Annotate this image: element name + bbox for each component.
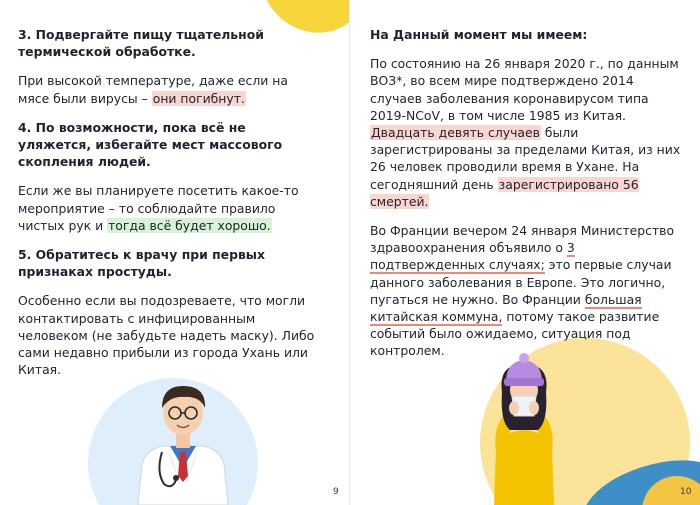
left-text-column <box>18 26 318 390</box>
paragraph-text: были зарегистрированы за пределами Китая, из них 26 человек проводили время в Ухане. На сегодняшний день <box>370 125 681 192</box>
page-number: 9 <box>333 487 339 497</box>
tip-heading-5: 5. Обратитесь к врачу при первых признаках простуды. <box>18 247 265 280</box>
tip-paragraph-4 <box>18 182 318 234</box>
france-paragraph <box>370 222 688 360</box>
paragraph-text: По состоянию на 26 января 2020 г., по данным ВОЗ*, во всем мире подтверждено 2014 случаев заболевания коронавирусом типа 2019-NCoV, в том числе 1985 из Китая. <box>370 56 679 123</box>
tip-paragraph-3 <box>18 72 318 106</box>
underlined-text: большая китайская коммуна, <box>370 291 642 325</box>
tip-paragraph-5: Особенно если вы подозреваете, что могли контактировать с инфицированным человеком (не забудьте надеть маску). Либо сами недавно прибыли из города Ухань или Китая. <box>18 293 315 378</box>
section-heading: На Данный момент мы имеем: <box>370 27 588 42</box>
page-number: 10 <box>680 487 692 497</box>
tip-heading-4: 4. По возможности, пока всё не уляжется, избегайте мест массового скопления людей. <box>18 119 283 170</box>
stats-paragraph <box>370 55 688 210</box>
right-text-column <box>370 26 688 372</box>
highlighted-text: Двадцать девять случаев <box>371 125 540 141</box>
highlighted-text: зарегистрировано 56 смертей. <box>370 176 639 209</box>
paragraph-text: Во Франции вечером 24 января Министерство здравоохранения объявило о <box>370 223 675 256</box>
doctor-illustration <box>128 372 238 505</box>
paragraph-text: это первые случаи данного заболевания в Европе. Это логично, пугаться не нужно. Во Франции <box>370 257 672 307</box>
highlighted-text: они погибнут. <box>152 90 245 106</box>
paragraph-text: потому такое развитие событий было ожидаемо, ситуация под контролем. <box>370 309 660 359</box>
right-page <box>350 0 700 505</box>
paragraph-text: Если же вы планируете посетить какое-то мероприятие – то соблюдайте правило чистых рук и <box>18 183 299 233</box>
sneezing-woman-illustration <box>488 352 560 505</box>
highlighted-text: тогда всё будет хорошо. <box>108 217 271 233</box>
paragraph-text: При высокой температуре, даже если на мясе были вирусы – <box>18 73 288 106</box>
tip-heading-3: 3. Подвергайте пищу тщательной термической обработке. <box>18 27 264 60</box>
underlined-text: 3 подтвержденных случаях; <box>370 240 575 273</box>
